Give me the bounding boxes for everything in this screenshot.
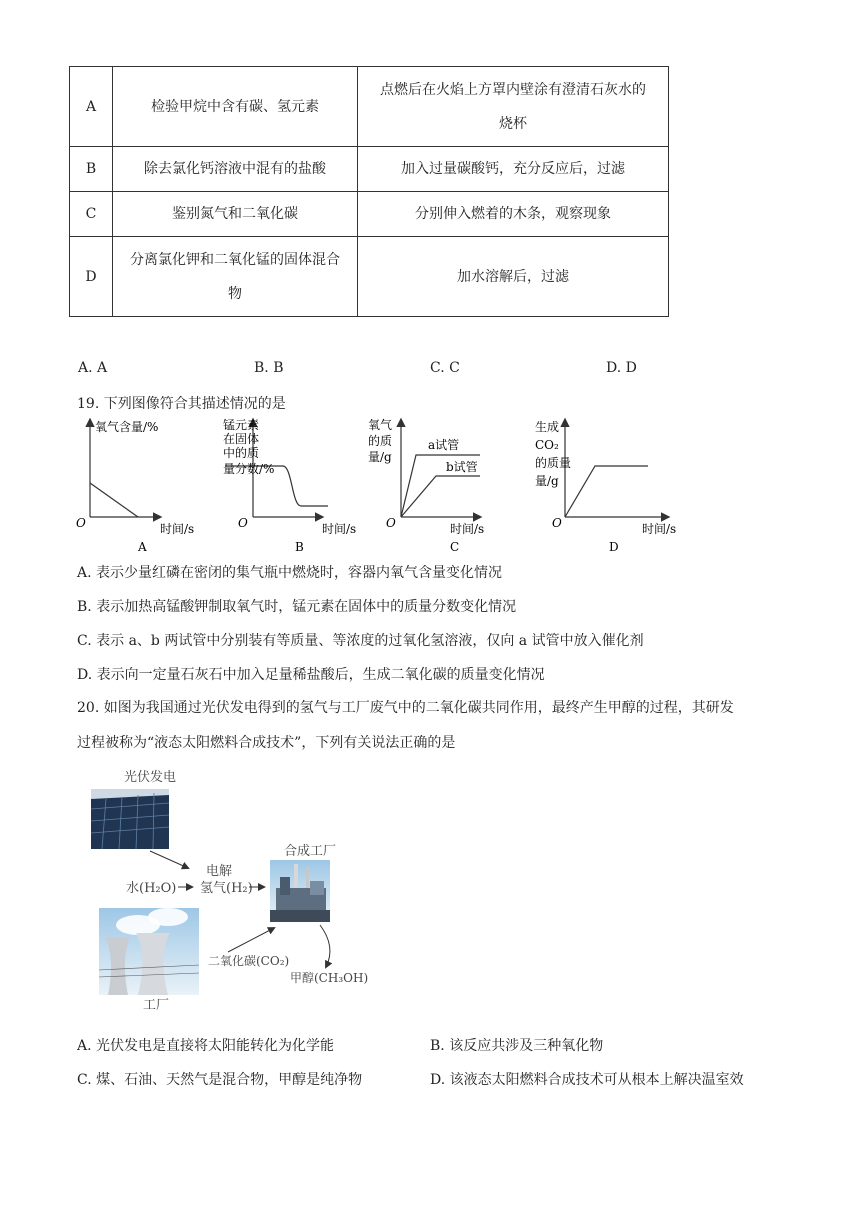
graph-c-label-a: a试管	[428, 438, 460, 452]
row-purpose: 鉴别氮气和二氧化碳	[113, 192, 358, 237]
graph-d-ylabel-4: 量/g	[535, 474, 559, 488]
graph-d-ylabel-1: 生成	[535, 420, 560, 434]
table-row	[70, 147, 669, 192]
row-letter: B	[70, 147, 113, 192]
graph-c	[368, 417, 484, 554]
q20-option-d[interactable]: D. 该液态太阳燃料合成技术可从根本上解决温室效	[430, 1072, 744, 1088]
row-letter: D	[70, 237, 113, 317]
factory-image	[99, 908, 199, 995]
graph-b-ylabel-1: 锰元素	[223, 418, 260, 432]
q19-stem: 19. 下列图像符合其描述情况的是	[77, 396, 286, 412]
q19-option-b[interactable]: B. 表示加热高锰酸钾制取氧气时，锰元素在固体中的质量分数变化情况	[77, 599, 517, 615]
methanol-label: 甲醇(CH₃OH)	[290, 971, 369, 985]
solar-panel-image	[91, 789, 169, 849]
table-row	[70, 67, 669, 147]
factory-label: 工厂	[143, 998, 170, 1013]
hydrogen-label: 氢气(H₂)	[200, 881, 253, 896]
graph-b-xlabel: 时间/s	[322, 522, 357, 536]
row-letter: A	[70, 67, 113, 147]
row-letter: C	[70, 192, 113, 237]
arrow-methanol	[320, 925, 330, 967]
arrow-co2	[228, 928, 274, 952]
graph-c-label-b: b试管	[446, 460, 478, 474]
row-method-line1: 点燃后在火焰上方罩内壁涂有澄清石灰水的	[380, 81, 646, 98]
q20-option-a[interactable]: A. 光伏发电是直接将太阳能转化为化学能	[77, 1038, 335, 1054]
graph-d	[535, 419, 676, 554]
graph-d-origin: O	[552, 516, 562, 530]
solar-label: 光伏发电	[124, 770, 177, 785]
co2-label: 二氧化碳(CO₂)	[208, 954, 290, 968]
q20-stem-line2: 过程被称为“液态太阳燃料合成技术”，下列有关说法正确的是	[77, 735, 456, 751]
graph-b-caption: B	[295, 540, 304, 554]
plant-label: 合成工厂	[284, 844, 337, 859]
q19-option-d[interactable]: D. 表示向一定量石灰石中加入足量稀盐酸后，生成二氧化碳的质量变化情况	[77, 667, 545, 683]
experiment-table	[69, 66, 669, 317]
graph-c-ylabel-3: 量/g	[368, 450, 392, 464]
row-method-line2: 烧杯	[499, 115, 527, 132]
row-purpose-line2: 物	[228, 285, 242, 302]
row-purpose: 检验甲烷中含有碳、氢元素	[113, 67, 358, 147]
graph-c-origin: O	[386, 516, 396, 530]
graph-d-caption: D	[609, 540, 619, 554]
graph-c-xlabel: 时间/s	[450, 522, 485, 536]
row-method	[358, 67, 669, 147]
graph-c-ylabel-1: 氧气	[368, 418, 393, 432]
graph-c-curve-b	[401, 476, 480, 517]
graph-d-curve	[565, 466, 648, 517]
graph-a-xlabel: 时间/s	[160, 522, 195, 536]
table-row	[70, 237, 669, 317]
graph-b-origin: O	[238, 516, 248, 530]
graph-a-ylabel: 氧气含量/%	[95, 420, 159, 434]
graph-c-caption: C	[450, 540, 460, 554]
graph-d-ylabel-3: 的质量	[535, 456, 572, 470]
graph-b-ylabel-3: 中的质	[223, 446, 260, 460]
arrow-solar	[150, 851, 188, 868]
row-purpose: 除去氯化钙溶液中混有的盐酸	[113, 147, 358, 192]
row-method: 分别伸入燃着的木条，观察现象	[358, 192, 669, 237]
row-method: 加入过量碳酸钙，充分反应后，过滤	[358, 147, 669, 192]
electrolysis-label: 电解	[206, 864, 233, 879]
q19-graphs	[70, 415, 690, 560]
graph-b-ylabel-2: 在固体	[223, 432, 260, 446]
graph-a-origin: O	[76, 516, 86, 530]
graph-b-ylabel-4: 量分数/%	[223, 462, 275, 476]
graph-a	[76, 419, 194, 554]
synthesis-plant-image	[270, 860, 330, 922]
table-row	[70, 192, 669, 237]
q20-option-c[interactable]: C. 煤、石油、天然气是混合物，甲醇是纯净物	[77, 1072, 363, 1088]
graph-d-ylabel-2: CO₂	[535, 438, 559, 452]
q18-option-c[interactable]: C. C	[430, 360, 460, 376]
synthesis-diagram	[88, 765, 388, 1015]
graph-a-curve	[90, 483, 138, 517]
row-method: 加水溶解后，过滤	[358, 237, 669, 317]
q20-stem-line1: 20. 如图为我国通过光伏发电得到的氢气与工厂废气中的二氧化碳共同作用，最终产生甲醇的过程，其研发	[77, 700, 734, 716]
q19-option-c[interactable]: C. 表示 a、b 两试管中分别装有等质量、等浓度的过氧化氢溶液，仅向 a 试管中放入催化剂	[77, 633, 644, 649]
q18-option-d[interactable]: D. D	[606, 360, 637, 376]
graph-b	[223, 417, 356, 554]
q19-option-a[interactable]: A. 表示少量红磷在密闭的集气瓶中燃烧时，容器内氧气含量变化情况	[77, 565, 503, 581]
row-purpose-line1: 分离氯化钾和二氧化锰的固体混合	[130, 251, 340, 268]
q18-option-a[interactable]: A. A	[78, 360, 108, 376]
graph-c-ylabel-2: 的质	[368, 434, 393, 448]
q18-option-b[interactable]: B. B	[254, 360, 284, 376]
graph-d-xlabel: 时间/s	[642, 522, 677, 536]
water-label: 水(H₂O)	[126, 881, 177, 896]
q20-option-b[interactable]: B. 该反应共涉及三种氧化物	[430, 1038, 604, 1054]
graph-a-caption: A	[138, 540, 147, 554]
row-purpose	[113, 237, 358, 317]
